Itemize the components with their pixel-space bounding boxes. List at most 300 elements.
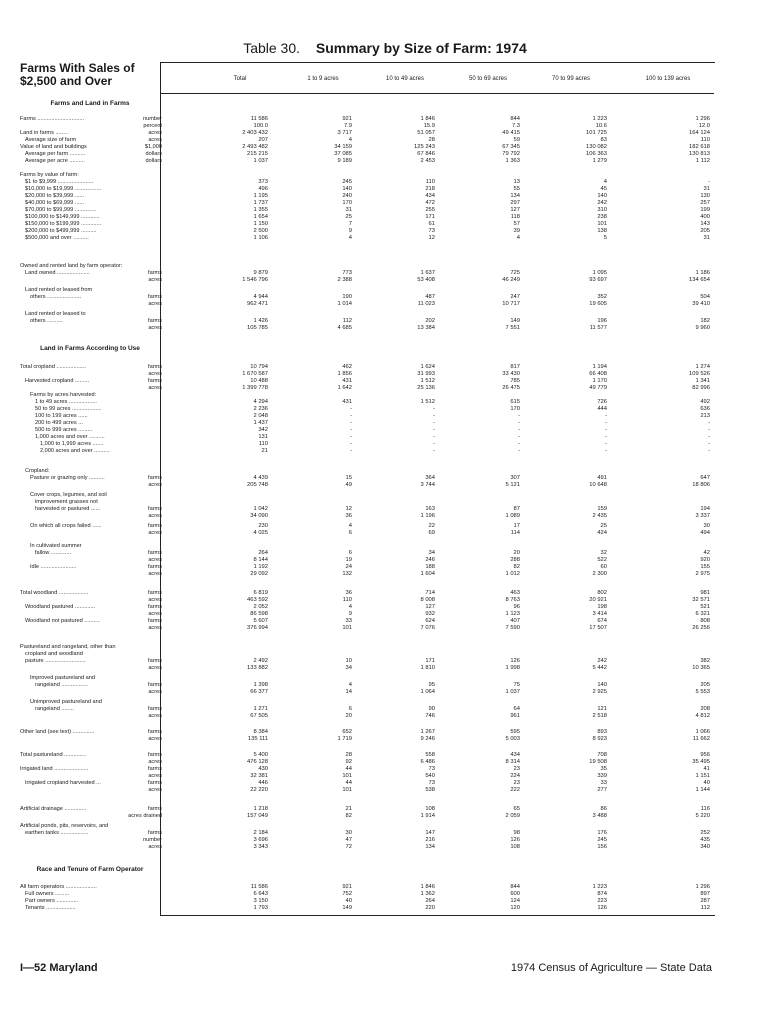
table-cell: 264 [425, 898, 435, 904]
table-cell: 5 553 [695, 689, 710, 695]
table-cell: 14 [345, 689, 352, 695]
table-cell: 6 321 [695, 611, 710, 617]
row-unit: farms [148, 506, 162, 512]
row-label: harvested or pastured ...... [35, 506, 101, 512]
table-cell: 199 [700, 207, 710, 213]
table-cell: 1 106 [253, 235, 268, 241]
table-row [0, 905, 770, 912]
table-row [0, 318, 770, 325]
table-cell: 961 [510, 713, 520, 719]
table-row [0, 823, 770, 830]
table-cell: 435 [700, 837, 710, 843]
table-cell: - [518, 420, 520, 426]
row-label: 1,000 acres and over .......... [35, 434, 105, 440]
table-cell: 109 526 [689, 371, 710, 377]
table-row [0, 371, 770, 378]
table-cell: 205 [700, 682, 710, 688]
table-cell: 257 [700, 200, 710, 206]
table-cell: 159 [597, 506, 607, 512]
table-cell: 36 [345, 513, 352, 519]
table-cell: 1 274 [695, 364, 710, 370]
table-cell: 1 223 [592, 116, 607, 122]
table-row [0, 713, 770, 720]
table-cell: 1 737 [253, 200, 268, 206]
table-cell: 595 [510, 729, 520, 735]
row-label: 50 to 99 acres ................... [35, 406, 102, 412]
table-cell: 10.6 [595, 123, 607, 129]
table-row [0, 137, 770, 144]
table-cell: 8 923 [592, 736, 607, 742]
table-cell: 101 [597, 221, 607, 227]
table-row [0, 116, 770, 123]
table-cell: 59 [513, 137, 520, 143]
table-cell: 108 [510, 844, 520, 850]
table-cell: 2 975 [695, 571, 710, 577]
table-cell: 4 294 [253, 399, 268, 405]
row-unit: acres [148, 773, 162, 779]
table-cell: 407 [510, 618, 520, 624]
section-heading: Race and Tenure of Farm Operator [36, 866, 144, 873]
table-cell: 126 [510, 837, 520, 843]
table-cell: 44 [345, 780, 352, 786]
table-cell: 182 618 [689, 144, 710, 150]
table-cell: 32 571 [692, 597, 710, 603]
table-cell: 10 365 [692, 665, 710, 671]
row-label: $70,000 to $99,999 .............. [25, 207, 97, 213]
table-cell: - [433, 448, 435, 454]
table-cell: 92 [345, 759, 352, 765]
table-cell: 538 [425, 787, 435, 793]
table-cell: 492 [700, 399, 710, 405]
table-cell: 176 [597, 830, 607, 836]
table-cell: 1 066 [695, 729, 710, 735]
column-header: 1 to 9 acres [307, 76, 339, 82]
table-cell: 5 121 [505, 482, 520, 488]
row-label: Average per acre .......... [25, 158, 85, 164]
table-cell: 487 [425, 294, 435, 300]
row-label: Improved pastureland and [30, 675, 95, 681]
table-cell: 25 [600, 523, 607, 529]
table-cell: 7 551 [505, 325, 520, 331]
table-cell: - [605, 441, 607, 447]
table-cell: 26 256 [692, 625, 710, 631]
table-row [0, 766, 770, 773]
row-label: 200 to 499 acres ... [35, 420, 83, 426]
table-cell: 446 [258, 780, 268, 786]
table-cell: 106 363 [586, 151, 607, 157]
table-cell: 143 [700, 221, 710, 227]
table-cell: 1 037 [253, 158, 268, 164]
row-label: cropland and woodland [25, 651, 83, 657]
table-cell: 1 341 [695, 378, 710, 384]
table-cell: 921 [342, 116, 352, 122]
table-cell: 46 249 [502, 277, 520, 283]
table-row [0, 448, 770, 455]
row-label: $150,000 to $199,999 ............. [25, 221, 102, 227]
row-label: Unimproved pastureland and [30, 699, 102, 705]
table-cell: - [433, 413, 435, 419]
table-row [0, 530, 770, 537]
table-cell: 2 300 [592, 571, 607, 577]
table-cell: 155 [700, 564, 710, 570]
row-unit: acres [148, 371, 162, 377]
table-cell: 8 384 [253, 729, 268, 735]
table-cell: - [708, 434, 710, 440]
table-cell: 1 064 [420, 689, 435, 695]
table-cell: 434 [425, 193, 435, 199]
table-cell: 149 [342, 905, 352, 911]
table-cell: 874 [597, 891, 607, 897]
table-cell: 205 [700, 228, 710, 234]
table-row [0, 590, 770, 597]
table-cell: 340 [700, 844, 710, 850]
table-cell: 1 914 [420, 813, 435, 819]
table-cell: 1 437 [253, 420, 268, 426]
row-unit: acres [148, 611, 162, 617]
table-cell: 726 [597, 399, 607, 405]
row-unit: farms [148, 270, 162, 276]
table-cell: 40 [345, 898, 352, 904]
table-cell: 49 [345, 482, 352, 488]
row-label: Total woodland ................... [20, 590, 89, 596]
table-cell: 708 [597, 752, 607, 758]
table-cell: 134 654 [689, 277, 710, 283]
table-row [0, 658, 770, 665]
table-cell: 61 [428, 221, 435, 227]
table-cell: - [433, 420, 435, 426]
table-cell: 2 925 [592, 689, 607, 695]
table-row [0, 200, 770, 207]
table-cell: - [518, 427, 520, 433]
table-row [0, 434, 770, 441]
table-cell: 647 [700, 475, 710, 481]
table-row [0, 752, 770, 759]
row-label: On which all crops failed ...... [30, 523, 102, 529]
table-cell: 1 194 [592, 364, 607, 370]
row-unit: acres [148, 301, 162, 307]
row-label: $500,000 and over .......... [25, 235, 89, 241]
table-cell: 15 [345, 475, 352, 481]
table-row [0, 221, 770, 228]
column-header: 100 to 139 acres [645, 76, 691, 82]
table-row [0, 301, 770, 308]
table-cell: 182 [700, 318, 710, 324]
table-cell: 752 [342, 891, 352, 897]
table-cell: 1 296 [695, 116, 710, 122]
table-row [0, 543, 770, 550]
table-cell: 110 [342, 597, 352, 603]
table-row [0, 179, 770, 186]
table-cell: 82 [345, 813, 352, 819]
table-row [0, 644, 770, 651]
table-cell: 223 [597, 898, 607, 904]
row-label: Other land (see text) .............. [20, 729, 95, 735]
table-cell: 130 [700, 193, 710, 199]
table-cell: 21 [261, 448, 268, 454]
table-cell: 13 384 [417, 325, 435, 331]
table-cell: 2 059 [505, 813, 520, 819]
table-cell: 73 [428, 766, 435, 772]
table-cell: 49 415 [502, 130, 520, 136]
table-cell: 962 471 [247, 301, 268, 307]
row-label: Full owners ......... [25, 891, 70, 897]
table-row [0, 144, 770, 151]
table-cell: 33 430 [502, 371, 520, 377]
row-label: $10,000 to $19,999 ................. [25, 186, 102, 192]
table-cell: 75 [513, 682, 520, 688]
table-cell: 100.0 [253, 123, 268, 129]
row-unit: farms [148, 766, 162, 772]
table-cell: - [605, 434, 607, 440]
table-cell: - [433, 427, 435, 433]
section-heading: Land in Farms According to Use [40, 345, 140, 352]
table-cell: 1 042 [253, 506, 268, 512]
table-cell: 1 399 778 [242, 385, 268, 391]
section-heading: Farms and Land in Farms [50, 100, 130, 107]
table-cell: 1 267 [420, 729, 435, 735]
table-cell: 4 [348, 682, 352, 688]
table-cell: 472 [425, 200, 435, 206]
table-row [0, 787, 770, 794]
table-cell: 10 717 [502, 301, 520, 307]
table-cell: 247 [510, 294, 520, 300]
table-cell: 19 [345, 557, 352, 563]
table-cell: 376 994 [247, 625, 268, 631]
table-cell: 893 [597, 729, 607, 735]
table-cell: 245 [597, 837, 607, 843]
table-cell: 504 [700, 294, 710, 300]
table-cell: 188 [425, 564, 435, 570]
row-unit: farms [148, 706, 162, 712]
table-row [0, 506, 770, 513]
row-unit: farms [148, 806, 162, 812]
table-cell: 93 697 [589, 277, 607, 283]
table-cell: 636 [700, 406, 710, 412]
table-cell: 101 725 [586, 130, 607, 136]
table-cell: 230 [258, 523, 268, 529]
table-cell: 147 [425, 830, 435, 836]
table-cell: 17 507 [589, 625, 607, 631]
table-cell: 218 [425, 186, 435, 192]
table-cell: 981 [700, 590, 710, 596]
table-cell: 264 [258, 550, 268, 556]
table-cell: 124 [510, 898, 520, 904]
table-cell: 116 [700, 806, 710, 812]
table-cell: 373 [258, 179, 268, 185]
table-cell: 11 577 [589, 325, 607, 331]
table-row [0, 625, 770, 632]
table-row [0, 214, 770, 221]
table-row [0, 277, 770, 284]
table-cell: 194 [700, 506, 710, 512]
table-cell: 67 846 [417, 151, 435, 157]
table-cell: 22 [428, 523, 435, 529]
table-cell: 86 598 [250, 611, 268, 617]
table-cell: 4 [348, 137, 352, 143]
table-cell: 1 012 [505, 571, 520, 577]
column-header: Total [233, 76, 247, 82]
table-cell: 13 [513, 179, 520, 185]
table-row [0, 618, 770, 625]
row-label: Average per farm .......... [25, 151, 86, 157]
row-label: Land rented or leased from [25, 287, 93, 293]
table-cell: 31 [703, 235, 710, 241]
table-cell: 956 [700, 752, 710, 758]
table-cell: 15.9 [423, 123, 435, 129]
table-row [0, 571, 770, 578]
table-cell: - [350, 413, 352, 419]
row-label: $1 to $9,999 ....................... [25, 179, 94, 185]
table-cell: 20 [513, 550, 520, 556]
table-cell: 615 [510, 399, 520, 405]
table-cell: 255 [425, 207, 435, 213]
table-row [0, 492, 770, 499]
table-cell: 9 246 [420, 736, 435, 742]
table-cell: 22 220 [250, 787, 268, 793]
table-cell: 921 [342, 884, 352, 890]
table-cell: 95 [428, 682, 435, 688]
table-row [0, 482, 770, 489]
table-cell: - [518, 434, 520, 440]
row-label: $100,000 to $149,999 ............ [25, 214, 100, 220]
table-row [0, 564, 770, 571]
table-row [0, 123, 770, 130]
table-cell: 31 [703, 186, 710, 192]
table-cell: 87 [513, 506, 520, 512]
table-cell: 1 186 [695, 270, 710, 276]
table-row [0, 441, 770, 448]
row-label: Farms .............................. [20, 116, 85, 122]
table-cell: 1 223 [592, 884, 607, 890]
table-cell: 72 [345, 844, 352, 850]
table-row [0, 385, 770, 392]
table-row [0, 830, 770, 837]
table-cell: 118 [510, 214, 520, 220]
table-cell: - [350, 406, 352, 412]
table-cell: 558 [425, 752, 435, 758]
table-cell: 73 [428, 780, 435, 786]
table-cell: 4 [348, 604, 352, 610]
table-cell: 2 052 [253, 604, 268, 610]
row-label: $20,000 to $39,999 ...... [25, 193, 85, 199]
row-unit: farms [148, 364, 162, 370]
table-cell: 3 150 [253, 898, 268, 904]
row-unit: farms [148, 658, 162, 664]
table-row [0, 235, 770, 242]
table-row [0, 604, 770, 611]
table-cell: 121 [597, 706, 607, 712]
table-cell: 3 717 [337, 130, 352, 136]
row-unit: acres [148, 736, 162, 742]
table-cell: 39 410 [692, 301, 710, 307]
table-row [0, 287, 770, 294]
table-cell: 33 [345, 618, 352, 624]
row-unit: dollars [145, 158, 162, 164]
table-cell: 79 792 [502, 151, 520, 157]
table-cell: 2 435 [592, 513, 607, 519]
table-cell: 2 184 [253, 830, 268, 836]
table-cell: 2 492 [253, 658, 268, 664]
table-cell: 53 408 [417, 277, 435, 283]
table-cell: 1 151 [695, 773, 710, 779]
table-cell: 1 546 796 [242, 277, 268, 283]
table-cell: 1 144 [695, 787, 710, 793]
row-label: Average size of farm [25, 137, 77, 143]
row-label: Idle ....................... [30, 564, 77, 570]
table-cell: 434 [510, 752, 520, 758]
table-row [0, 891, 770, 898]
table-cell: 36 [345, 590, 352, 596]
table-cell: 5 607 [253, 618, 268, 624]
row-label: 500 to 999 acres ......... [35, 427, 93, 433]
table-cell: 133 882 [247, 665, 268, 671]
table-cell: 34 [345, 665, 352, 671]
table-cell: - [605, 427, 607, 433]
table-cell: 1 426 [253, 318, 268, 324]
table-cell: 9 960 [695, 325, 710, 331]
table-cell: 170 [342, 200, 352, 206]
table-cell: 11 586 [250, 884, 268, 890]
table-cell: 125 243 [414, 144, 435, 150]
table-cell: 138 [597, 228, 607, 234]
table-cell: 1 279 [592, 158, 607, 164]
table-row [0, 837, 770, 844]
row-label: improvement grasses not [35, 499, 98, 505]
table-cell: 6 643 [253, 891, 268, 897]
table-cell: 110 [258, 441, 268, 447]
table-cell: 156 [597, 844, 607, 850]
table-row [0, 151, 770, 158]
table-cell: 310 [597, 207, 607, 213]
table-cell: 23 [513, 780, 520, 786]
table-row [0, 780, 770, 787]
table-cell: 277 [597, 787, 607, 793]
row-label: Farms by acres harvested: [30, 392, 97, 398]
row-label: Total cropland ................... [20, 364, 86, 370]
table-cell: 5 400 [253, 752, 268, 758]
table-cell: 20 [345, 713, 352, 719]
row-label: rangeland ................. [35, 682, 88, 688]
table-cell: 2 236 [253, 406, 268, 412]
table-cell: 65 [513, 806, 520, 812]
row-label: Cropland: [25, 468, 50, 474]
table-cell: 1 037 [505, 689, 520, 695]
table-cell: 10 794 [250, 364, 268, 370]
row-unit: acres drained [128, 813, 162, 819]
table-cell: 25 136 [417, 385, 435, 391]
row-label: Cover crops, legumes, and soil [30, 492, 107, 498]
table-cell: 25 [345, 214, 352, 220]
row-label: 2,000 acres and over .......... [40, 448, 110, 454]
table-cell: 7 590 [505, 625, 520, 631]
table-cell: 205 748 [247, 482, 268, 488]
table-cell: 73 [428, 228, 435, 234]
table-cell: 382 [700, 658, 710, 664]
table-cell: 208 [700, 706, 710, 712]
table-cell: 149 [510, 318, 520, 324]
table-cell: 216 [425, 837, 435, 843]
table-cell: 1 089 [505, 513, 520, 519]
table-cell: 130 813 [689, 151, 710, 157]
table-cell: 32 [600, 550, 607, 556]
table-cell: 844 [510, 884, 520, 890]
table-cell: 5 [603, 235, 607, 241]
table-cell: - [433, 406, 435, 412]
table-cell: 1 170 [592, 378, 607, 384]
row-label: Land in farms ........ [20, 130, 68, 136]
table-cell: 5 220 [695, 813, 710, 819]
row-unit: dollars [145, 151, 162, 157]
